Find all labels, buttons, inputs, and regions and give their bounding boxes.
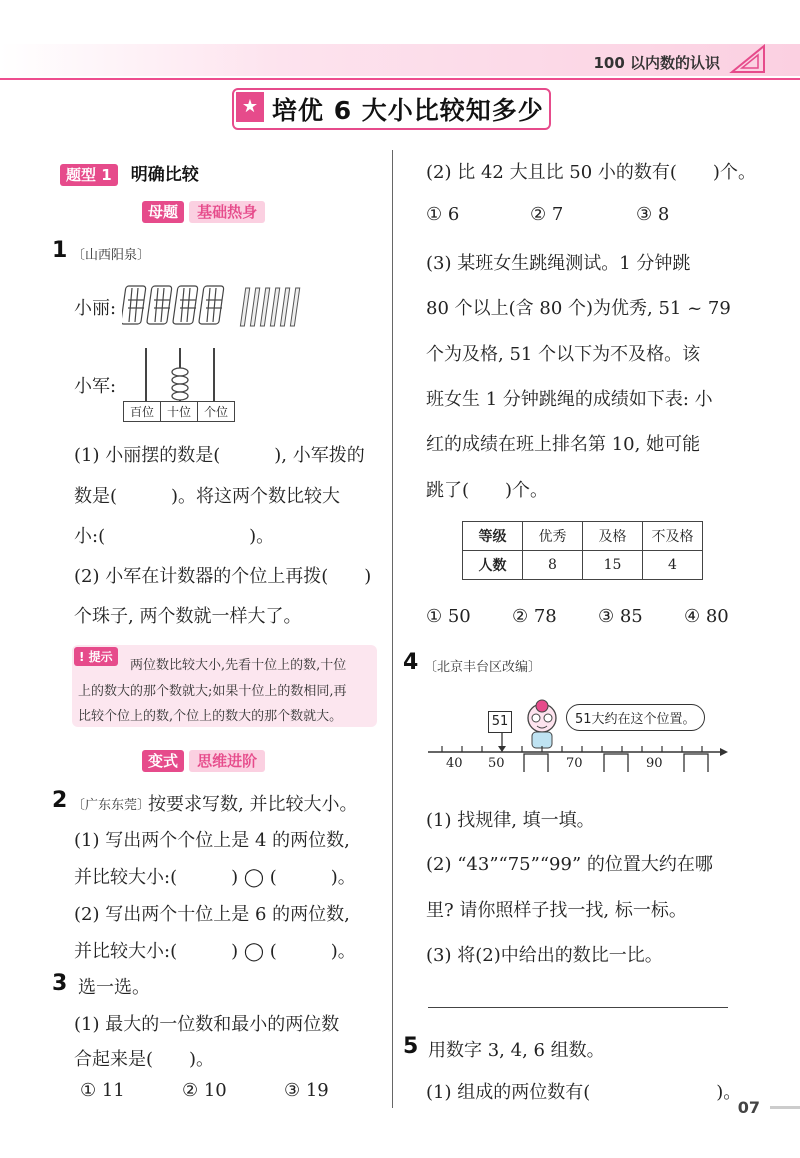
tip-line: 比较个位上的数,个位上的数大的那个数就大。 [78,709,343,724]
mother-tag: 母题 [142,201,184,223]
q3-option: ③ 8 [636,204,670,225]
tick-label: 70 [566,756,583,771]
q1-line2: 数是( )。将这两个数比较大 [74,486,341,507]
table-cell: 等级 [463,522,523,551]
marker-box: 51 [488,711,512,733]
q2-source: 〔广东东莞〕 [72,798,151,813]
q3-option: ② 10 [182,1080,227,1101]
section-heading [60,160,199,185]
score-table [462,521,703,580]
mother-heading [142,201,265,222]
q3-option: ① 50 [426,606,471,627]
q3-line4: (3) 某班女生跳绳测试。1 分钟跳 [426,253,691,274]
q1-number: 1 [52,238,68,263]
bundle-illustration [122,282,232,330]
q3-option: ④ 80 [684,606,729,627]
page-title: 培优 6 大小比较知多少 [272,96,544,125]
q3-line1: (1) 最大的一位数和最小的两位数 [74,1014,340,1035]
q3-number: 3 [52,971,68,996]
tip-line: 上的数大的那个数就大;如果十位上的数相同,再 [78,684,347,699]
abacus-illustration [118,344,242,404]
tick-label: 90 [646,756,663,771]
variant-tag: 变式 [142,750,184,772]
q3-option: ③ 85 [598,606,643,627]
q5-number: 5 [403,1034,419,1059]
section-label: 明确比较 [130,165,199,185]
column-divider [392,150,393,1108]
q1-line3: 小:( )。 [74,526,275,547]
q3-line6: 个为及格, 51 个以下为不及格。该 [426,344,701,365]
q3-line5: 80 个以上(含 80 个)为优秀, 51 ~ 79 [426,298,731,319]
q3-option: ② 7 [530,204,564,225]
page-number: 07 [737,1098,760,1117]
q3-option: ② 78 [512,606,557,627]
q2-line0: 按要求写数, 并比较大小。 [148,794,358,815]
q3-option: ③ 19 [284,1080,329,1101]
tick-label: 40 [446,756,463,771]
q3-line8: 红的成绩在班上排名第 10, 她可能 [426,434,701,455]
speech-bubble: 51大约在这个位置。 [566,704,705,731]
table-cell: 15 [583,551,643,580]
single-sticks [238,286,308,330]
q4-line1: (1) 找规律, 填一填。 [426,810,595,831]
table-cell: 人数 [463,551,523,580]
table-row [463,522,703,551]
table-cell: 4 [643,551,703,580]
q4-line2: (2) “43”“75”“99” 的位置大约在哪 [426,854,713,875]
q3-line3: (2) 比 42 大且比 50 小的数有( )个。 [426,162,756,183]
q1-line1: (1) 小丽摆的数是( ), 小军拨的 [74,445,365,466]
answer-line[interactable] [428,1007,728,1008]
variant-heading [142,750,265,771]
q1-line5: 个珠子, 两个数就一样大了。 [74,606,302,627]
q5-line1: (1) 组成的两位数有( )。 [426,1082,742,1103]
abacus-label-tens: 十位 [161,402,198,422]
q2-line4: 并比较大小:( ) ◯ ( )。 [74,941,356,962]
table-row [463,551,703,580]
q4-line3: 里? 请你照样子找一找, 标一标。 [426,900,687,921]
q2-line2: 并比较大小:( ) ◯ ( )。 [74,867,356,888]
table-cell: 优秀 [523,522,583,551]
q4-source: 〔北京丰台区改编〕 [424,660,542,675]
q3-option: ① 6 [426,204,460,225]
page-bar [770,1106,800,1109]
section-tag: 题型 1 [60,164,118,186]
q3-line2: 合起来是( )。 [74,1049,215,1070]
table-cell: 及格 [583,522,643,551]
header-line [0,78,800,80]
q5-line0: 用数字 3, 4, 6 组数。 [428,1040,605,1061]
abacus-labels [123,401,235,422]
abacus-label-ones: 个位 [198,402,235,422]
q1-source: 〔山西阳泉〕 [72,248,151,263]
table-cell: 8 [523,551,583,580]
q3-line7: 班女生 1 分钟跳绳的成绩如下表: 小 [426,389,713,410]
q2-number: 2 [52,788,68,813]
q3-line9: 跳了( )个。 [426,480,549,501]
tick-label: 50 [488,756,505,771]
q3-line0: 选一选。 [78,977,150,998]
xiaojun-label: 小军: [74,376,117,397]
xiaoli-label: 小丽: [74,298,117,319]
q3-option: ① 11 [80,1080,125,1101]
q1-line4: (2) 小军在计数器的个位上再拨( ) [74,566,372,587]
ruler-icon [728,42,768,76]
q2-line3: (2) 写出两个十位上是 6 的两位数, [74,904,350,925]
q4-number: 4 [403,650,419,675]
q2-line1: (1) 写出两个个位上是 4 的两位数, [74,830,350,851]
variant-sub: 思维进阶 [189,750,265,772]
tip-line: 两位数比较大小,先看十位上的数,十位 [130,658,347,673]
q4-line4: (3) 将(2)中给出的数比一比。 [426,945,663,966]
mother-sub: 基础热身 [189,201,265,223]
tip-tag: ! 提示 [74,647,118,666]
abacus-label-hundreds: 百位 [124,402,161,422]
chapter-title: 100 以内数的认识 [593,54,720,72]
table-cell: 不及格 [643,522,703,551]
star-icon: ★ [236,92,264,122]
